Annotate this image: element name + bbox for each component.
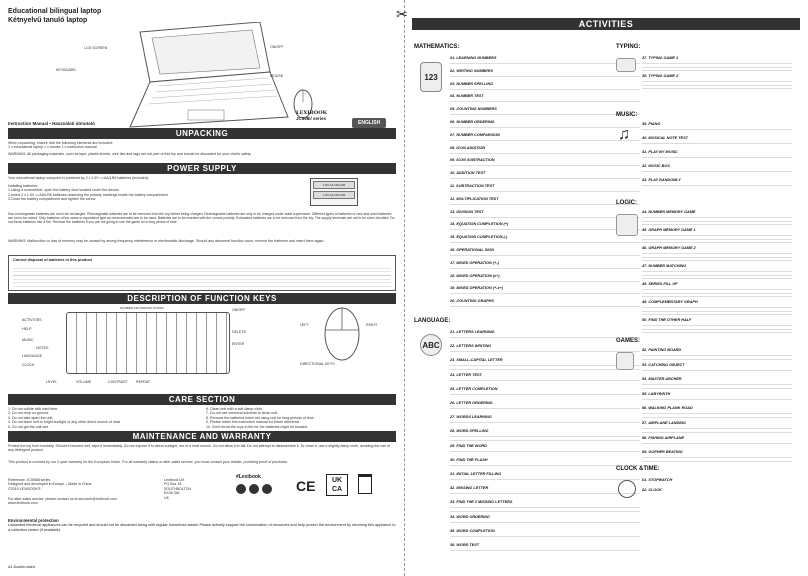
activity-description-lines [450,491,640,497]
games-heading: GAMES: [616,338,640,344]
maintenance-text: Protect the toy from humidity. Should it become wet, wipe it immediately. Do not expose it to direct sunlight, nor to a heat source. Do not allow it to fall. Do not attempt to disassemble it. To clean it, use a slightly damp cloth, avoiding the use of any detergent product. [8,444,392,453]
activity-title: 19. MIXED OPERATION (+-x÷) [450,286,503,291]
activity-description-lines [642,305,792,315]
activity-title: 42. MUSIC BOX [642,164,670,168]
activity-item [642,178,792,189]
activity-title: 59. GOPHER BEATING [642,450,683,455]
title-hu: Kétnyelvű tanuló laptop [8,17,88,24]
activity-item [450,69,640,79]
delete-label: DELETE [232,330,246,334]
activity-item [450,515,640,526]
typing-heading: TYPING: [616,44,641,50]
activity-description-lines [450,240,640,245]
activity-title: 04. NUMBER TEST [450,94,484,99]
mouse-label: MOUSE [270,74,284,78]
lcd-label: LCD SCREEN [84,46,108,50]
activity-item [450,56,640,66]
activity-description-lines [642,233,792,243]
disposal-box [8,255,396,291]
activity-item [450,286,640,296]
activity-title: 24. LETTER TEST [450,372,482,377]
activity-description-lines [642,127,792,133]
typing-icon [616,58,636,72]
activity-item [450,184,640,194]
facebook-icon[interactable] [236,484,246,494]
activity-description-lines [450,266,640,271]
activity-item [450,120,640,130]
instagram-icon[interactable] [262,484,272,494]
activity-description-lines [642,141,792,147]
math-heading: MATHEMATICS: [414,44,460,50]
activity-description-lines [450,176,640,181]
music-label: MUSIC [22,338,34,342]
activity-title: 35. WORD COMPLETION [450,528,495,533]
activity-title: 29. FIND THE WORD [450,443,487,448]
activity-item [450,543,640,554]
activity-description-lines [642,382,792,389]
activity-title: 40. MUSICAL NOTE TEST [642,136,688,140]
keyboard-diagram [66,312,230,374]
activity-description-lines [450,87,640,92]
activity-item [450,133,640,143]
contrast-label: CONTRAST [108,380,128,384]
activity-title: 38. TYPING GAME 2 [642,74,679,78]
activity-item [450,472,640,483]
activity-title: 36. WORD TEST [450,543,480,547]
activity-title: 54. MASTER ARCHER [642,377,682,382]
environment-text: Unwanted electrical appliances can be recycled and should not be discarded along with regular household waste! Please actively support the conservation of resources and help protect the environment by returning this appliance to a collection centre (if available). [8,523,396,532]
activity-description-lines [450,463,640,469]
activity-item [642,392,792,404]
activity-description-lines [642,155,792,161]
activity-item [450,500,640,511]
activity-item [450,222,640,232]
activity-item [642,363,792,375]
battery-label-2: 1.5V AA OR LR6 [313,191,355,199]
activity-title: 07. NUMBER COMPARISON [450,132,500,137]
scissors-icon: ✂ [396,6,408,22]
enter-label: ENTER [232,342,245,346]
unpacking-banner: UNPACKING [8,128,396,139]
activity-title: 17. MIXED OPERATION (+-) [450,260,499,265]
activity-description-lines [642,483,792,485]
activity-item [642,488,792,495]
activity-title: 37. TYPING GAME 1 [642,56,679,60]
environment-title: Environmental protection [8,518,59,523]
activity-description-lines [450,215,640,220]
keyboard-label: KEYBOARD [56,68,76,72]
activity-title: 02. WRITING NUMBERS [450,68,494,73]
activity-item [450,210,640,220]
activity-description-lines [450,548,640,554]
activity-description-lines [450,99,640,104]
activity-description-lines [642,353,792,360]
social-icons [236,484,272,494]
activity-title: 61. STOPWATCH [642,478,673,482]
activity-item [450,107,640,117]
activity-title: 06. NUMBER ORDERING [450,120,495,124]
number-keys-label: NUMBER KEYS/MUSIC NOTES [120,306,164,310]
activity-title: 22. LETTERS WRITING [450,344,492,349]
activity-item [450,171,640,181]
unpacking-text: When unpacking, ensure that the following elements are included: 1 x educational laptop 1 x mouse 1 x instruction manual [8,141,113,150]
math-icon: 123 [420,62,442,92]
activity-title: 28. WORD SPELLING [450,429,489,434]
activity-description-lines [642,368,792,375]
activity-description-lines [450,349,640,355]
activity-title: 52. PAINTING BOARD [642,348,682,352]
activity-item [642,56,792,71]
activity-description-lines [450,227,640,232]
activity-title: 23. SMALL-CAPITAL LETTER [450,358,503,363]
activity-title: 20. COUNTING GRAPHS [450,299,494,304]
activity-item [450,344,640,355]
activity-title: 34. WORD ORDERING [450,514,490,519]
disposal-title: Correct disposal of batteries in this product [13,258,92,262]
activity-description-lines [450,112,640,117]
activity-description-lines [450,520,640,526]
activity-item [642,150,792,161]
activity-title: 62. CLOCK [642,488,662,492]
activity-description-lines [450,74,640,79]
activity-title: 21. LETTERS LEARNING [450,330,495,334]
activity-title: 08. ICON ADDITION [450,145,486,150]
activity-item [642,421,792,433]
activity-description-lines [642,269,792,279]
activity-description-lines [450,363,640,369]
activity-description-lines [642,183,792,189]
activity-item [450,373,640,384]
activity-item [450,401,640,412]
onoff-label: ON/OFF [270,45,284,49]
activity-title: 13. DIVISION TEST [450,209,484,214]
activity-item [450,429,640,440]
language-heading: LANGUAGE: [414,318,451,324]
activity-item [642,74,792,89]
activity-item [642,136,792,147]
activity-item [642,318,792,333]
activity-title: 18. MIXED OPERATION (x÷) [450,273,500,278]
activity-item [642,436,792,448]
activity-title: 12. MULTIPLICATION TEST [450,196,499,201]
power-steps: Installing batteries: 1.Using a screwdriver, open the battery door located under the device. 2.Insert 2 x 1.5V ==AA/LR6 batteries observing the polarity markings inside the battery compartment. 3.Close the battery compartment and tighten the screw. [8,184,169,202]
activity-description-lines [642,287,792,297]
activity-title: 15. EQUATION COMPLETION (-) [450,235,508,240]
activity-description-lines [642,426,792,433]
activity-item [450,82,640,92]
activity-title: 27. WORDS LEARNING [450,415,492,420]
activity-description-lines [450,534,640,540]
language-icon: ABC [420,334,442,356]
activity-title: 43. PLAY RANDOMLY [642,178,681,182]
activity-description-lines [450,477,640,483]
activity-description-lines [450,189,640,194]
activity-description-lines [642,169,792,175]
activity-title: 14. EQUATION COMPLETION (+) [450,222,509,227]
activity-description-lines [450,138,640,143]
activity-title: 45. GRAPH MEMORY GAME 1 [642,228,696,232]
activity-description-lines [450,392,640,398]
activity-title: 31. INITIAL LETTER FILLING [450,472,502,476]
activity-title: 56. WALKING PLANK ROAD [642,406,693,411]
unpacking-warning: WARNING: All packaging materials, such as tape, plastic sheets, wire ties and tags are not part of this toy and should be discarded for your child's safety. [8,152,252,156]
title-en: Educational bilingual laptop [8,8,102,15]
maintenance-banner: MAINTENANCE AND WARRANTY [8,431,396,442]
activity-item [450,299,640,309]
recycling-bin-icon [358,474,372,494]
activity-description-lines [642,397,792,404]
activity-description-lines [642,251,792,261]
activity-title: 55. LABYRINTH [642,391,671,396]
after-sales-text: For after-sales service, please contact us at sercomh@lexibook.com www.lexibook.com [8,497,117,506]
activity-item [642,450,792,462]
care-banner: CARE SECTION [8,394,396,405]
activity-title: 57. AIRPLANE LANDING [642,421,686,425]
activity-title: 26. LETTER ORDERING [450,401,493,405]
function-keys-banner: DESCRIPTION OF FUNCTION KEYS [8,293,396,304]
activities-banner: ACTIVITIES [412,18,800,30]
logic-icon [616,214,638,236]
activity-description-lines [450,449,640,455]
activity-item [450,94,640,104]
right-label: RIGHT [366,323,378,327]
warranty-text: This product is covered by our 2-year warranty for the European Union. For all warranty claims or after-sales service, you must contact your retailer, providing proof of purchase. [8,460,289,464]
language-label: LANGUAGE [22,354,42,358]
address-text: Lexibook UK PO Box 18 SOUTHBOLTON EX36 3AL UK [164,478,192,500]
social-hashtag: #Lexibook [236,474,261,480]
power-note: Non-rechargeable batteries are not to be recharged. Rechargeable batteries are to be removed from the toy before being charged. Rechargeable batteries are only to be charged under adult supervision. Different types of batteries or new and used batteries are not to be mixed. Only batteries of the same or equivalent type as recommended are to be used. Batteries are to be inserted with the correct polarity. Exhausted batteries are to be removed from the toy. The supply terminals are not to be short-circuited. Do not throw batteries into a fire. Remove the batteries if you are not going to use the game for a long period of time. [8,212,396,224]
activity-title: 47. NUMBER MATCHING [642,264,687,268]
activity-title: 05. COUNTING NUMBERS [450,107,497,112]
activity-title: 11. SUBTRACTION TEST [450,184,495,188]
activity-title: 33. FIND THE 2 MISSING LETTERS [450,500,513,505]
level-label: LEVEL [46,380,58,384]
left-label: LEFT [300,323,309,327]
logic-heading: LOGIC: [616,200,637,206]
activity-item [642,348,792,360]
activity-description-lines [642,61,792,71]
music-note-icon: ♫ [618,126,630,143]
activity-title: 30. FIND THE FLASH [450,457,488,462]
activity-description-lines [450,61,640,66]
laptop-illustration [110,22,290,132]
repeat-label: REPEAT [136,380,151,384]
activity-item [450,158,640,168]
ukca-mark-icon: UK CA [326,474,348,496]
activity-description-lines [642,215,792,225]
activity-item [642,210,792,225]
activity-item [450,486,640,497]
activity-title: 49. COMPLEMENTARY GRAPH [642,300,698,304]
activity-item [642,264,792,279]
youtube-icon[interactable] [249,484,259,494]
activity-description-lines [642,411,792,418]
battery-label-1: 1.5V AA OR LR6 [313,181,355,189]
activity-item [450,248,640,258]
power-text: Your educational laptop computer is powered by 2 x 1.5V ==AA/LR6 batteries (included). [8,176,149,180]
activity-title: 44. NUMBER MEMORY GAME [642,210,696,214]
activity-item [450,261,640,271]
clock-heading: CLOCK &TIME: [616,466,660,472]
care-right: 6. Clean unit with a soft damp cloth. 7. Do not use chemical solvents to clean unit. 8. Remove the batteries when not using unit for long periods of time. 9. Please retain this instruction manual for future reference. 10. Don't throw the toys in fire for the batteries might be bloated. [206,407,315,429]
activity-item [642,164,792,175]
activity-description-lines [450,335,640,341]
onoff-key-label: ON/OFF [232,308,246,312]
activity-description-lines [450,434,640,440]
activity-title: 58. FISHING AIRPLANE [642,435,685,440]
activity-title: 50. FIND THE OTHER HALF [642,318,692,322]
environment-box [8,518,396,548]
activity-title: 41. PLAY BY MUSIC [642,150,678,154]
language-badge: ENGLISH [352,118,386,128]
activity-description-lines [450,253,640,258]
activity-title: 53. CATCHING OBJECT [642,362,685,367]
clock-icon [618,480,636,498]
activity-description-lines [450,125,640,130]
notes-label: NOTES [36,346,49,350]
activity-description-lines [450,291,640,296]
activity-description-lines [450,151,640,156]
directional-keys-label: DIRECTIONAL KEYS [300,362,335,366]
activity-title: 25. LETTER COMPLETION [450,386,498,391]
activity-description-lines [450,163,640,168]
activities-label: ACTIVITIES [22,318,42,322]
activity-description-lines [450,505,640,511]
activity-item [450,146,640,156]
disposal-lines [13,265,391,287]
activity-title: 46. GRAPH MEMORY GAME 2 [642,246,696,250]
activity-item [642,377,792,389]
activity-item [450,415,640,426]
power-banner: POWER SUPPLY [8,163,396,174]
ce-mark-icon: CE [296,478,316,494]
activity-description-lines [642,79,792,89]
activity-description-lines [642,323,792,333]
volume-label: VOLUME [76,380,92,384]
activity-item [642,246,792,261]
activity-item [450,387,640,398]
care-left: 1. Do not collide with hard item. 2. Do not drop on ground. 3. Do not take apart the unit. 4. Do not leave unit in bright sunlight or any other direct source of heat. 5. Do not get the unit wet. [8,407,121,429]
battery-compartment [310,178,358,206]
right-page [412,0,802,576]
series-label: JC598i/ series [296,116,327,121]
activity-description-lines [450,406,640,412]
activity-description-lines [450,378,640,384]
activity-title: 03. NUMBER SPELLING [450,81,494,86]
power-warning: WARNING: Malfunction or loss of memory may be caused by strong frequency interference or electrostatic discharge. Should any abnormal function occur, remove the batteries and insert them again. [8,239,325,243]
games-icon [616,352,634,370]
activity-item [642,300,792,315]
activity-item [642,478,792,485]
activity-title: 32. MISSING LETTER [450,486,489,491]
activity-description-lines [642,441,792,448]
activity-description-lines [450,420,640,426]
activity-title: 39. PIANO [642,122,661,126]
activity-item [642,228,792,243]
music-heading: MUSIC: [616,112,638,118]
activity-item [450,330,640,341]
footer-note: A1-Double-sided [8,565,35,569]
activity-title: 16. OPERATIONAL SIGN [450,248,494,252]
clock-label: CLOCK [22,363,35,367]
activity-item [642,282,792,297]
activity-title: 10. ADDITION TEST [450,171,486,176]
activity-item [450,444,640,455]
activity-description-lines [450,202,640,207]
activity-item [450,274,640,284]
brand-logo: LEXIBOOK [296,110,327,116]
activity-item [450,235,640,245]
activity-title: 01. LEARNING NUMBERS [450,56,497,60]
activity-item [642,122,792,133]
activity-description-lines [642,493,792,495]
reference-text: Reference: JC598i8 series Designed and developed in Europe – Made in China ©2019 LEXIBOOK® [8,478,92,491]
activity-item [450,358,640,369]
activity-item [450,458,640,469]
activity-description-lines [642,455,792,462]
mouse-diagram [322,306,362,362]
page-divider [404,0,405,576]
activity-title: 48. SERIES FILL UP [642,282,678,286]
activity-title: 09. ICON SUBTRACTION [450,158,495,163]
activity-item [450,529,640,540]
activity-item [450,197,640,207]
manual-title: Instruction Manual • Használati útmutató [8,121,95,126]
activity-item [642,406,792,418]
activity-description-lines [450,304,640,309]
activity-description-lines [450,279,640,284]
help-label: HELP [22,327,32,331]
